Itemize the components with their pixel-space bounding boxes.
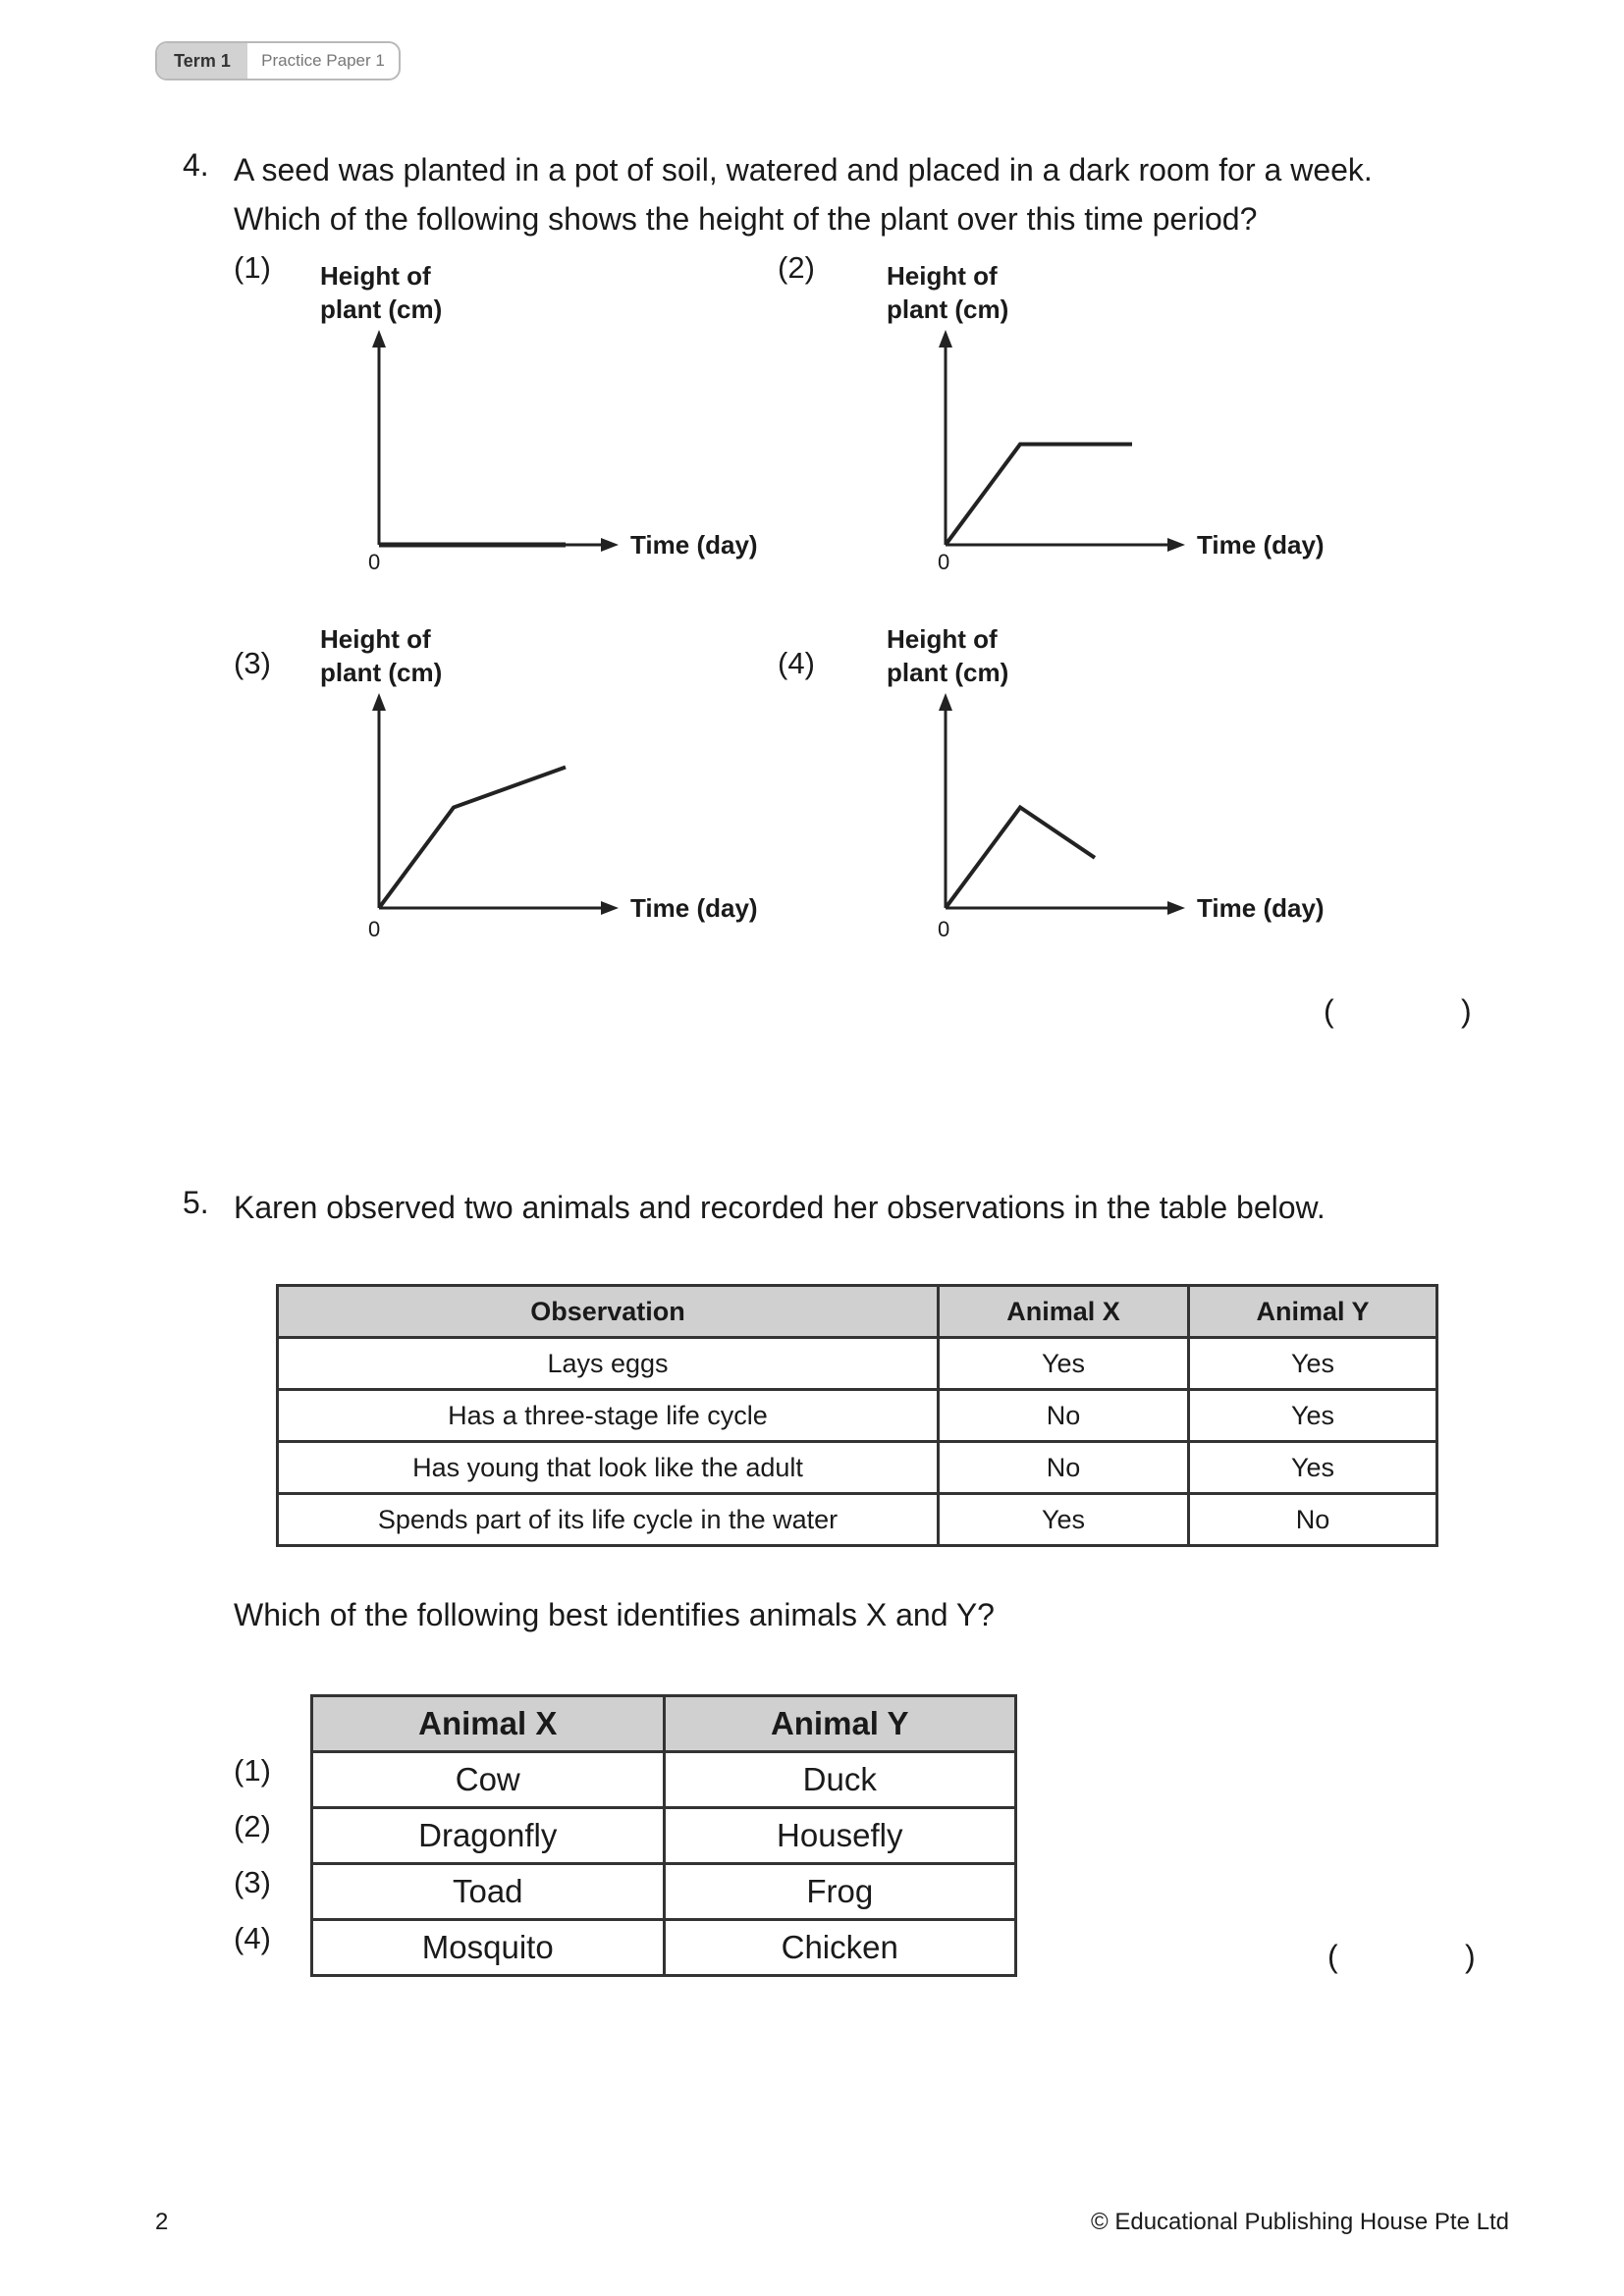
table-cell: Cow [312, 1752, 665, 1808]
q4-graph-3-ylabel [320, 622, 442, 689]
question-4-number: 4. [183, 147, 209, 183]
question-4-line-1: A seed was planted in a pot of soil, watered and placed in a dark room for a week. [234, 152, 1373, 187]
q5-answer-bracket[interactable] [1327, 1939, 1476, 1975]
table-cell: No [939, 1442, 1189, 1494]
table-cell: No [1189, 1494, 1437, 1546]
q4-graph-4-origin: 0 [938, 917, 950, 941]
table-cell: Housefly [664, 1808, 1016, 1864]
observation-table [276, 1284, 1438, 1547]
q4-option-3-label: (3) [234, 646, 271, 680]
table-cell: Has a three-stage life cycle [278, 1390, 939, 1442]
graph-4-y-arrow [939, 693, 952, 711]
table-header-row [312, 1696, 1016, 1752]
page-number: 2 [155, 2209, 169, 2235]
graph-3-y-arrow [372, 693, 386, 711]
graph-2-data-line [946, 445, 1132, 546]
q4-option-4-label: (4) [778, 646, 815, 680]
answer-close: ) [1465, 1939, 1476, 1974]
question-5-number: 5. [183, 1185, 209, 1220]
table-cell: Yes [939, 1494, 1189, 1546]
ylabel-line-1: Height of [887, 624, 998, 654]
column-header: Animal Y [1189, 1286, 1437, 1338]
paper-label: Practice Paper 1 [261, 51, 385, 70]
table-row [312, 1808, 1016, 1864]
table-cell: Yes [939, 1338, 1189, 1390]
ylabel-line-1: Height of [887, 261, 998, 291]
table-row [278, 1390, 1437, 1442]
table-row [278, 1338, 1437, 1390]
graph-1-y-arrow [372, 330, 386, 347]
table-cell: Yes [1189, 1390, 1437, 1442]
graph-4-data-line [946, 808, 1095, 909]
column-header: Animal X [939, 1286, 1189, 1338]
table-cell: Has young that look like the adult [278, 1442, 939, 1494]
graph-1-x-arrow [601, 538, 619, 552]
ylabel-line-2: plant (cm) [887, 294, 1009, 324]
column-header: Animal Y [664, 1696, 1016, 1752]
table-cell: Dragonfly [312, 1808, 665, 1864]
answer-close: ) [1461, 993, 1472, 1029]
table-row [278, 1442, 1437, 1494]
question-5-text: Karen observed two animals and recorded her observations in the table below. [234, 1190, 1326, 1225]
table-cell: Spends part of its life cycle in the water [278, 1494, 939, 1546]
table-cell: Chicken [664, 1920, 1016, 1976]
table-header-row [278, 1286, 1437, 1338]
q5-option-2-label: (2) [234, 1809, 271, 1843]
q4-graph-1-origin: 0 [368, 550, 381, 574]
ylabel-line-1: Height of [320, 261, 431, 291]
table-cell: No [939, 1390, 1189, 1442]
column-header: Animal X [312, 1696, 665, 1752]
table-cell: Frog [664, 1864, 1016, 1920]
q5-option-3-label: (3) [234, 1865, 271, 1899]
question-5-prompt: Which of the following best identifies animals X and Y? [234, 1597, 995, 1632]
graph-2-x-arrow [1167, 538, 1185, 552]
table-row [312, 1920, 1016, 1976]
graph-2-y-arrow [939, 330, 952, 347]
q4-option-2-label: (2) [778, 250, 815, 285]
table-row [278, 1494, 1437, 1546]
q4-graph-2-ylabel [887, 259, 1008, 326]
options-table [310, 1694, 1017, 1977]
graph-3-x-arrow [601, 901, 619, 915]
question-4-line-2: Which of the following shows the height of the plant over this time period? [234, 201, 1258, 237]
q4-option-1-label: (1) [234, 250, 271, 285]
table-row [312, 1864, 1016, 1920]
q5-option-1-label: (1) [234, 1753, 271, 1788]
q4-graph-1-xlabel: Time (day) [630, 530, 758, 560]
ylabel-line-2: plant (cm) [320, 294, 443, 324]
q5-option-4-label: (4) [234, 1921, 271, 1955]
copyright-notice: © Educational Publishing House Pte Ltd [1091, 2209, 1509, 2235]
q4-graph-2-origin: 0 [938, 550, 950, 574]
table-cell: Duck [664, 1752, 1016, 1808]
q4-answer-bracket[interactable] [1324, 993, 1472, 1030]
term-label: Term 1 [157, 43, 247, 79]
q4-graph-2-xlabel: Time (day) [1197, 530, 1325, 560]
ylabel-line-1: Height of [320, 624, 431, 654]
q4-graph-4-xlabel: Time (day) [1197, 893, 1325, 923]
q4-graph-3-xlabel: Time (day) [630, 893, 758, 923]
answer-open: ( [1327, 1939, 1338, 1974]
q4-graph-3-origin: 0 [368, 917, 381, 941]
table-cell: Yes [1189, 1338, 1437, 1390]
table-cell: Mosquito [312, 1920, 665, 1976]
answer-open: ( [1324, 993, 1334, 1029]
graph-3-data-line [379, 768, 566, 909]
ylabel-line-2: plant (cm) [320, 658, 443, 687]
table-cell: Yes [1189, 1442, 1437, 1494]
q4-graph-4-ylabel [887, 622, 1008, 689]
column-header: Observation [278, 1286, 939, 1338]
graph-4-x-arrow [1167, 901, 1185, 915]
table-cell: Toad [312, 1864, 665, 1920]
table-row [312, 1752, 1016, 1808]
ylabel-line-2: plant (cm) [887, 658, 1009, 687]
table-cell: Lays eggs [278, 1338, 939, 1390]
